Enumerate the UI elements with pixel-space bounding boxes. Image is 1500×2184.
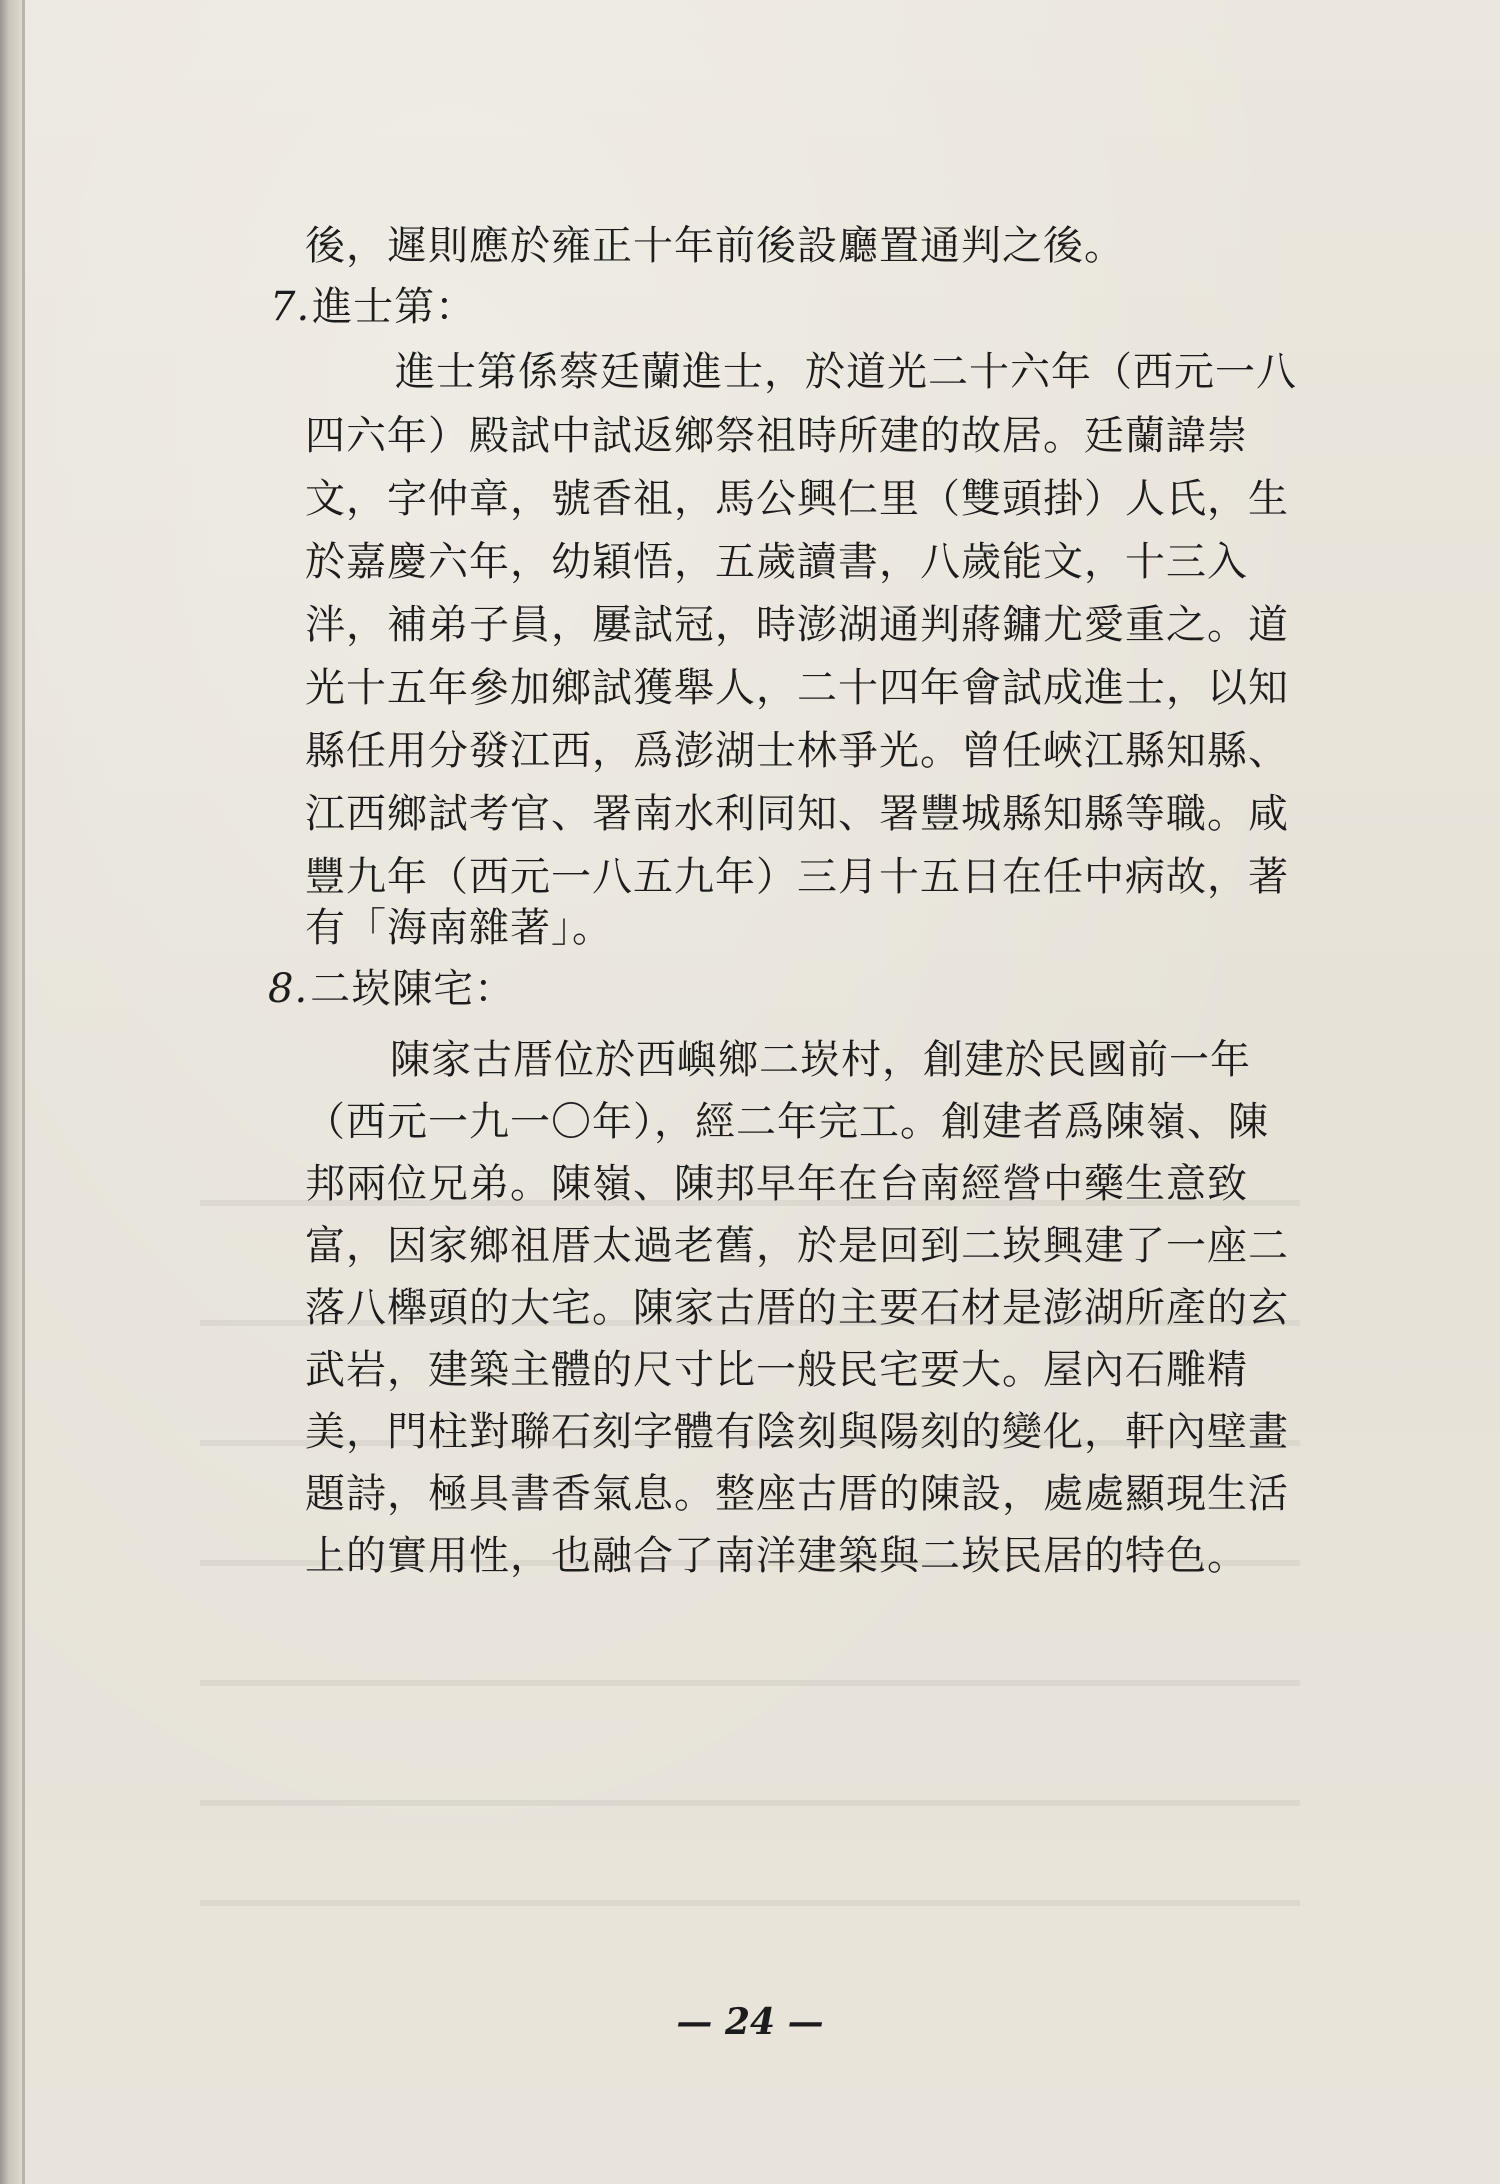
body-text-line: 落八櫸頭的大宅。陳家古厝的主要石材是澎湖所產的玄 [305,1285,1289,1331]
page-binding-line [22,0,25,2184]
body-text-line: 富，因家鄉祖厝太過老舊，於是回到二崁興建了一座二 [305,1223,1289,1269]
section-title: 進士第： [312,284,477,330]
body-text-line: 上的實用性，也融合了南洋建築與二崁民居的特色。 [305,1533,1248,1579]
section-number: 7. [270,284,311,330]
body-text-line: 進士第係蔡廷蘭進士，於道光二十六年（西元一八 [395,349,1297,395]
body-text-line: 豐九年（西元一八五九年）三月十五日在任中病故，著 [305,854,1289,900]
bleed-through-mark [200,1680,1300,1686]
body-text-line: 文，字仲章，號香祖，馬公興仁里（雙頭掛）人氏，生 [305,476,1289,522]
section-heading-7 [270,283,476,331]
body-text-line: 光十五年參加鄉試獲舉人，二十四年會試成進士，以知 [305,665,1289,711]
body-text-line: 於嘉慶六年，幼穎悟，五歲讀書，八歲能文，十三入 [305,539,1248,585]
body-text-line: 美，門柱對聯石刻字體有陰刻與陽刻的變化，軒內壁畫 [305,1409,1289,1455]
bleed-through-mark [200,1900,1300,1906]
section-title: 二崁陳宅： [310,966,516,1012]
body-text-line: 江西鄉試考官、署南水利同知、署豐城縣知縣等職。咸 [305,791,1289,837]
body-text-line: 後，遲則應於雍正十年前後設廳置通判之後。 [305,223,1125,269]
body-text-line: 邦兩位兄弟。陳嶺、陳邦早年在台南經營中藥生意致 [305,1161,1248,1207]
section-heading-8 [268,965,515,1013]
bleed-through-mark [200,1800,1300,1806]
body-text-line: 縣任用分發江西，爲澎湖士林爭光。曾任峽江縣知縣、 [305,728,1289,774]
body-text-line: 題詩，極具書香氣息。整座古厝的陳設，處處顯現生活 [305,1471,1289,1517]
page-binding-edge [0,0,22,2184]
body-text-line: 泮，補弟子員，屢試冠，時澎湖通判蔣鏞尤愛重之。道 [305,602,1289,648]
body-text-line: （西元一九一〇年），經二年完工。創建者爲陳嶺、陳 [305,1099,1269,1145]
page-number: — 24 — [676,2001,824,2043]
section-number: 8. [268,966,309,1012]
body-text-line: 陳家古厝位於西嶼鄉二崁村，創建於民國前一年 [390,1037,1251,1083]
body-text-line: 武岩，建築主體的尺寸比一般民宅要大。屋內石雕精 [305,1347,1248,1393]
body-text-line: 有「海南雜著」。 [305,905,613,951]
body-text-line: 四六年）殿試中試返鄉祭祖時所建的故居。廷蘭諱崇 [305,413,1248,459]
